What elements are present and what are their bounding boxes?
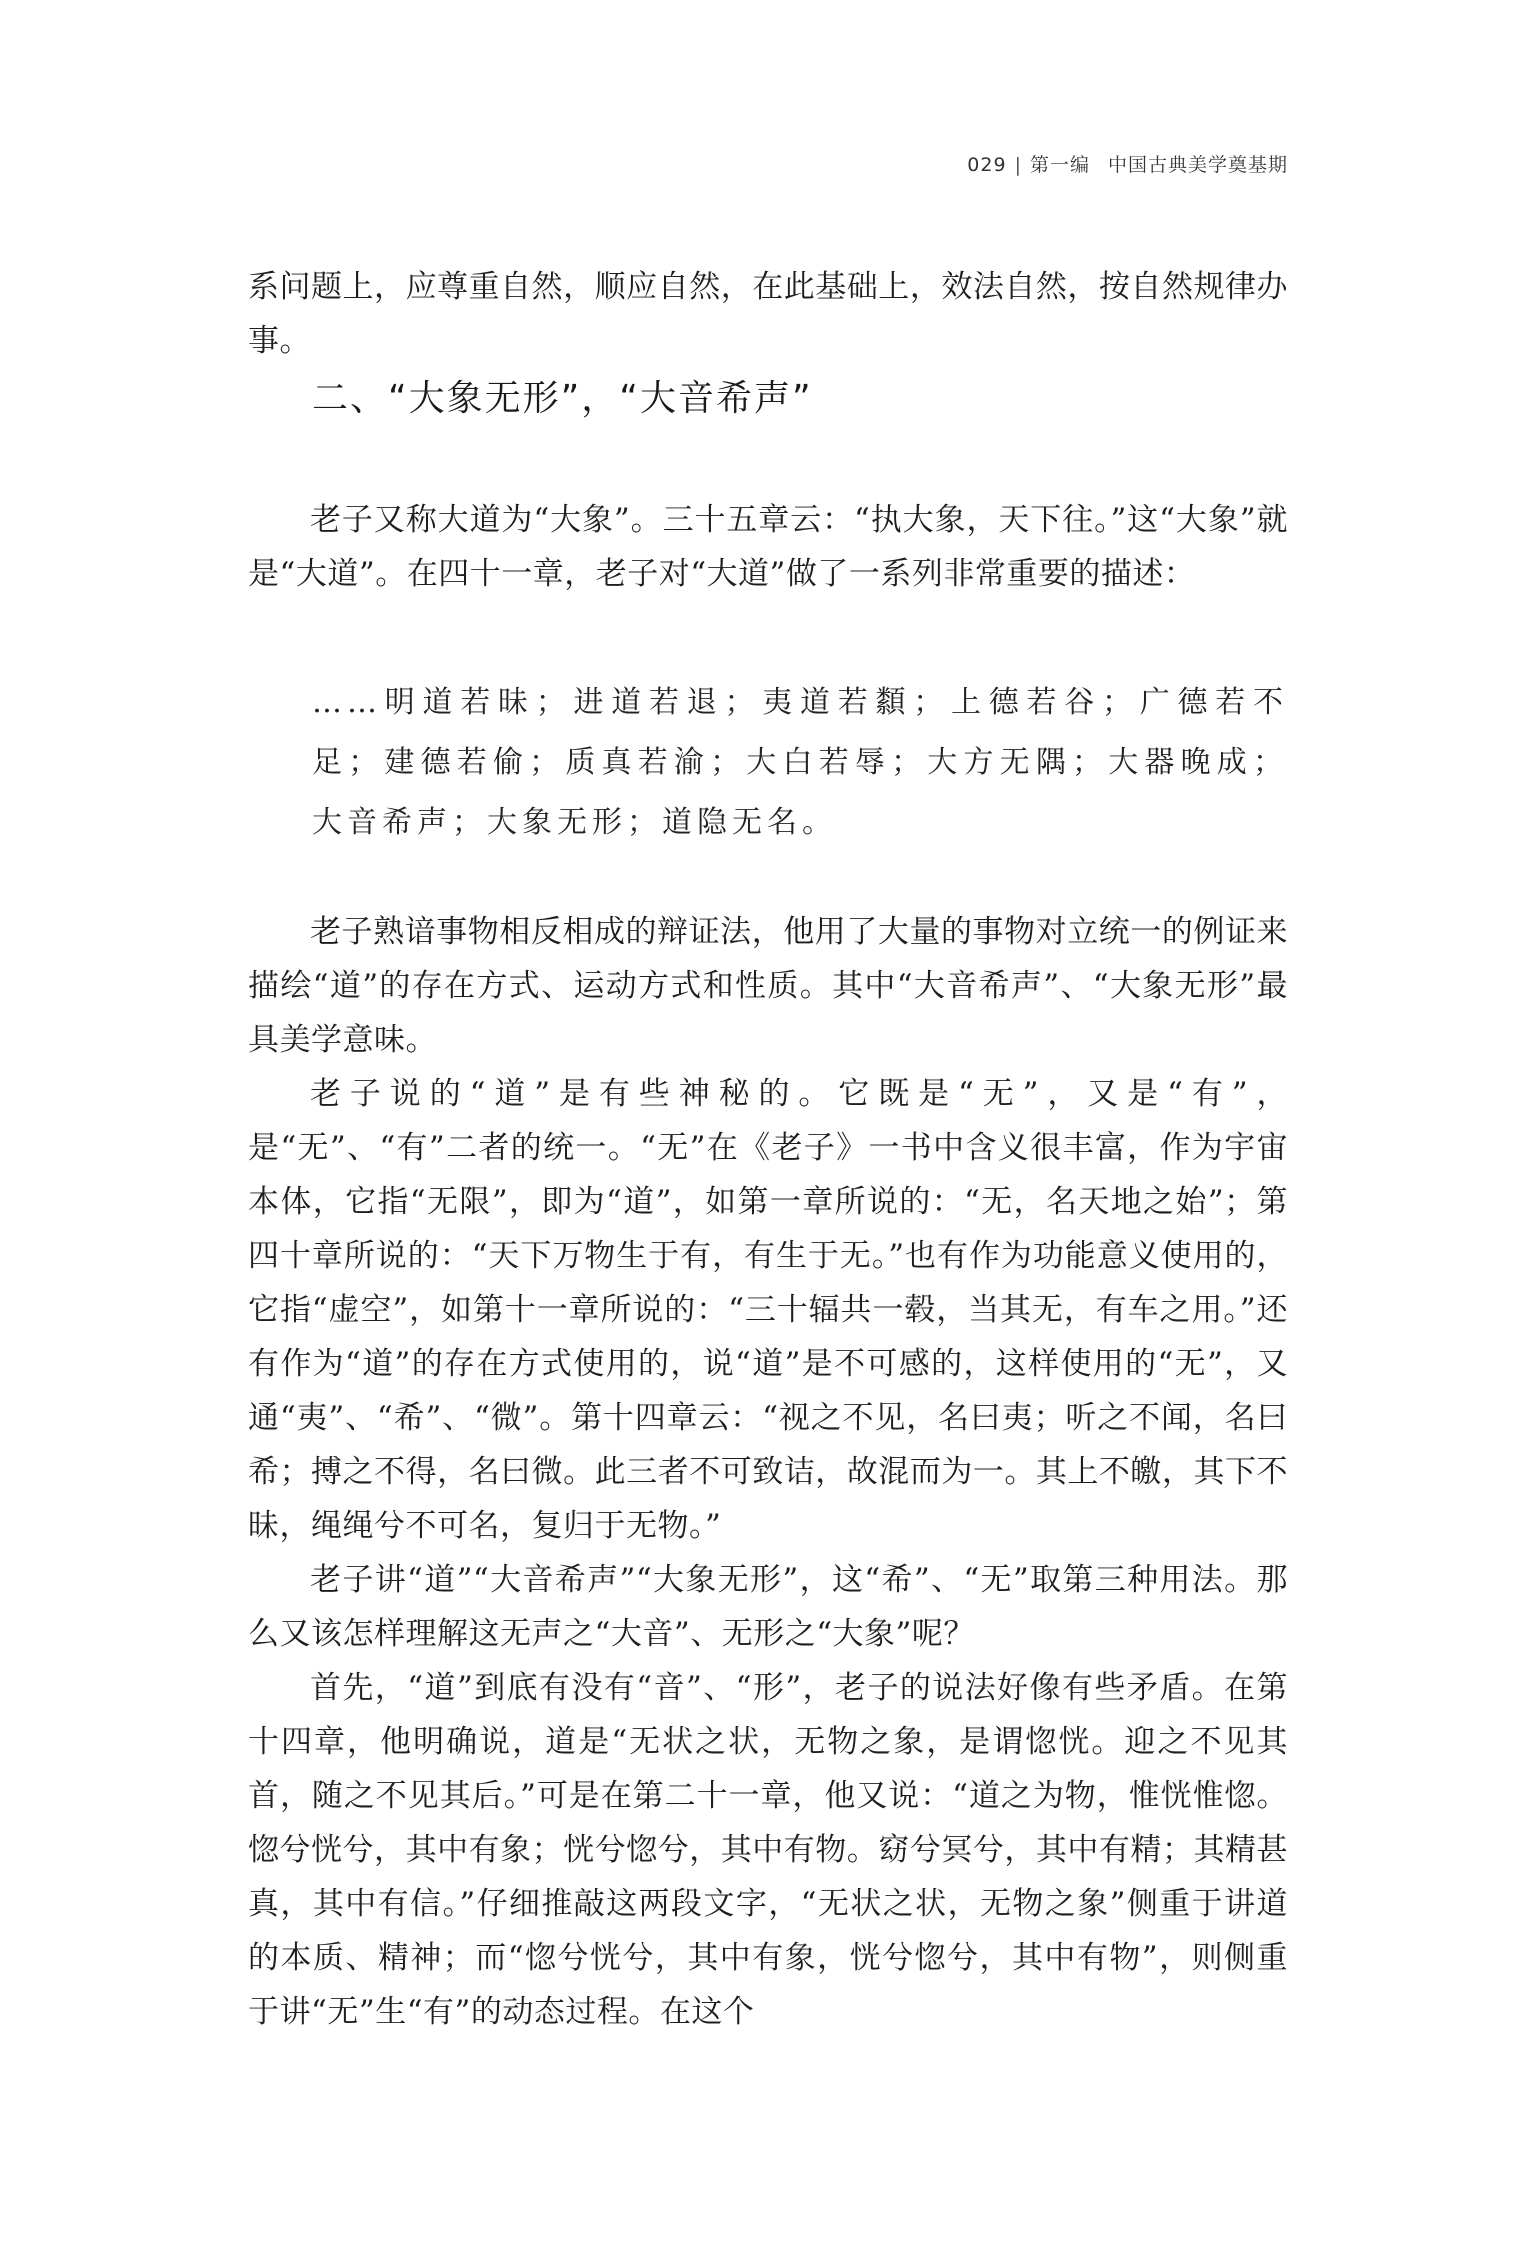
paragraph-2: 老子熟谙事物相反相成的辩证法，他用了大量的事物对立统一的例证来描绘“道”的存在方式、运动方式和性质。其中“大音希声”、“大象无形”最具美学意味。 <box>248 914 1288 1058</box>
paragraph-3: 老子说的“道”是有些神秘的。它既是“无”，又是“有”，是“无”、“有”二者的统一。“无”在《老子》一书中含义很丰富，作为宇宙本体，它指“无限”，即为“道”，如第一章所说的：“无，名天地之始”；第四十章所说的：“天下万物生于有，有生于无。”也有作为功能意义使用的，它指“虚空”，如第十一章所说的：“三十辐共一毂，当其无，有车之用。”还有作为“道”的存在方式使用的，说“道”是不可感的，这样使用的“无”，又通“夷”、“希”、“微”。第十四章云：“视之不见，名曰夷；听之不闻，名曰希；搏之不得，名曰微。此三者不可致诘，故混而为一。其上不皦，其下不昧，绳绳兮不可名，复归于无物。” <box>248 1076 1288 1544</box>
paragraph-1: 老子又称大道为“大象”。三十五章云：“执大象，天下往。”这“大象”就是“大道”。在四十一章，老子对“大道”做了一系列非常重要的描述： <box>248 502 1288 592</box>
part-label: 第一编 <box>1029 154 1090 176</box>
section-heading: 二、“大象无形”，“大音希声” <box>312 378 813 419</box>
paragraph-5: 首先，“道”到底有没有“音”、“形”，老子的说法好像有些矛盾。在第十四章，他明确说，道是“无状之状，无物之象，是谓惚恍。迎之不见其首，随之不见其后。”可是在第二十一章，他又说：“道之为物，惟恍惟惚。惚兮恍兮，其中有象；恍兮惚兮，其中有物。窈兮冥兮，其中有精；其精甚真，其中有信。”仔细推敲这两段文字，“无状之状，无物之象”侧重于讲道的本质、精神；而“惚兮恍兮，其中有象，恍兮惚兮，其中有物”，则侧重于讲“无”生“有”的动态过程。在这个 <box>248 1670 1288 2030</box>
page-number: 029 <box>967 154 1007 176</box>
continuation-paragraph: 系问题上，应尊重自然，顺应自然，在此基础上，效法自然，按自然规律办事。 <box>248 269 1288 359</box>
running-header <box>967 150 1288 177</box>
paragraph-4: 老子讲“道”“大音希声”“大象无形”，这“希”、“无”取第三种用法。那么又该怎样理解这无声之“大音”、无形之“大象”呢？ <box>248 1562 1288 1652</box>
part-title: 中国古典美学奠基期 <box>1107 154 1288 176</box>
header-separator: | <box>1014 154 1022 176</box>
block-quote: ……明道若昧；进道若退；夷道若纇；上德若谷；广德若不足；建德若偷；质真若渝；大白若辱；大方无隅；大器晚成；大音希声；大象无形；道隐无名。 <box>312 685 1288 840</box>
